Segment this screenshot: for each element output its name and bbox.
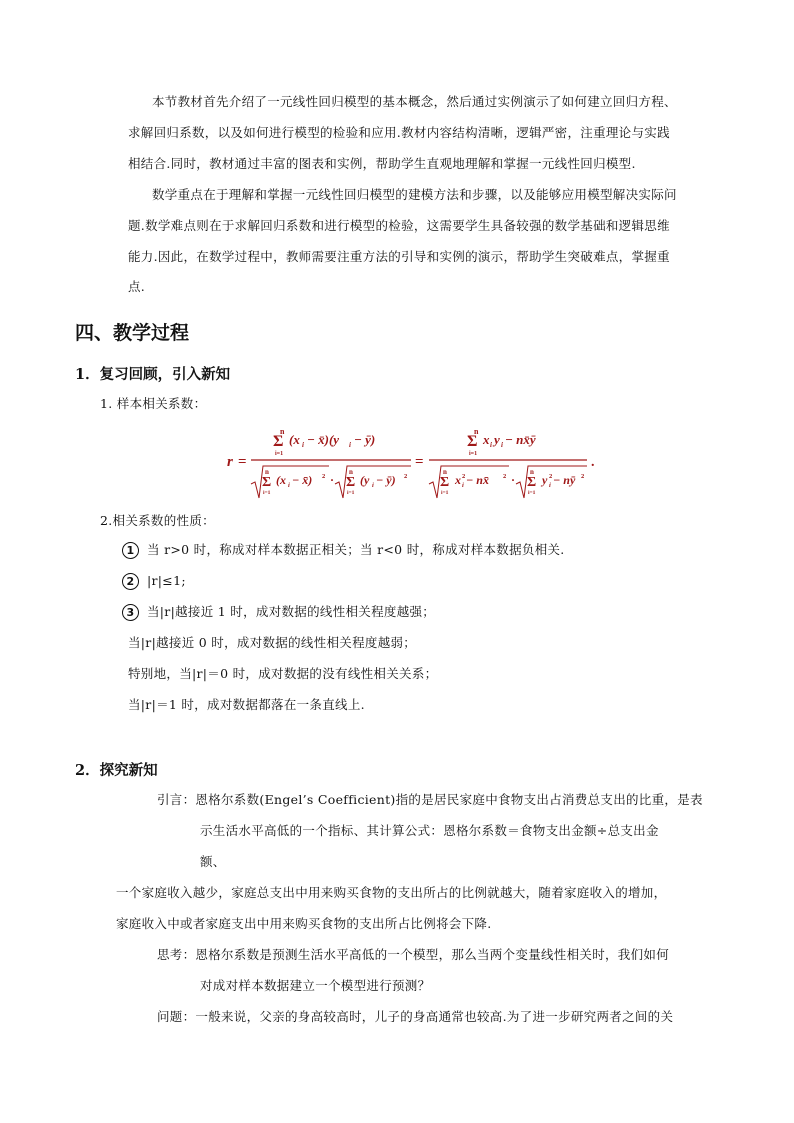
intro-p2-line4: 点. bbox=[128, 279, 146, 294]
num2-sub-b: i bbox=[501, 441, 503, 449]
den2-sigma: Σ bbox=[346, 475, 356, 490]
intro-p1-line1: 本节教材首先介绍了一元线性回归模型的基本概念，然后通过实例演示了如何建立回归方程、 bbox=[152, 94, 677, 109]
den4-sigma: Σ bbox=[527, 475, 537, 490]
den3-b: − nx̄ bbox=[466, 473, 489, 487]
num2-upper: n bbox=[474, 427, 479, 436]
den-dot2: · bbox=[511, 473, 516, 487]
den3-sub: i bbox=[462, 482, 464, 489]
num2-c: − nx̄ȳ bbox=[505, 432, 536, 447]
den4-sq2: 2 bbox=[581, 473, 585, 480]
den2-sub: i bbox=[372, 482, 374, 489]
den4-sub: i bbox=[549, 482, 551, 489]
prop-2-text: |r|≤1; bbox=[147, 573, 186, 588]
num2-lower: i=1 bbox=[469, 451, 478, 457]
num2-b: y bbox=[494, 432, 500, 447]
num1-c: − ȳ) bbox=[354, 432, 376, 447]
sub1-item2: 2.相关系数的性质： bbox=[100, 513, 215, 528]
prop-3 bbox=[122, 604, 435, 621]
formula-svg bbox=[225, 418, 605, 502]
num2-sigma: Σ bbox=[467, 433, 478, 450]
num1-sub-b: i bbox=[349, 441, 351, 449]
explain-line2: 家庭收入中或者家庭支出中用来购买食物的支出所占比例将会下降. bbox=[116, 916, 492, 931]
den3-sigma: Σ bbox=[440, 475, 450, 490]
den2-a: (y bbox=[360, 473, 370, 487]
question-line1: 问题：一般来说，父亲的身高较高时，儿子的身高通常也较高.为了进一步研究两者之间的关 bbox=[157, 1009, 674, 1024]
sub1-title: 1．复习回顾，引入新知 bbox=[75, 366, 231, 383]
prop-3c: 特别地，当|r|＝0 时，成对数据的没有线性相关关系； bbox=[128, 666, 438, 681]
den4-lower: i=1 bbox=[528, 490, 536, 496]
prop-1 bbox=[122, 542, 565, 559]
sub1-item1: 1. 样本相关系数： bbox=[100, 396, 207, 411]
den1-sub: i bbox=[288, 482, 290, 489]
den2-lower: i=1 bbox=[347, 490, 355, 496]
intro-p2-line1: 数学重点在于理解和掌握一元线性回归模型的建模方法和步骤，以及能够应用模型解决实际问 bbox=[152, 187, 677, 202]
num1-a: (x bbox=[289, 432, 300, 447]
formula-r: r bbox=[227, 454, 233, 470]
formula-period: . bbox=[591, 455, 595, 470]
den4-upper: n bbox=[530, 468, 534, 476]
num1-b: − x̄)(y bbox=[307, 432, 340, 447]
den2-sq: 2 bbox=[404, 473, 408, 480]
num1-sigma: Σ bbox=[273, 433, 284, 450]
den3-sq: 2 bbox=[462, 473, 466, 480]
formula-eq1: = bbox=[238, 454, 247, 470]
prop-1-text: 当 r>0 时，称成对样本数据正相关；当 r<0 时，称成对样本数据负相关. bbox=[147, 542, 565, 557]
num1-sub-a: i bbox=[302, 441, 304, 449]
prop-3d: 当|r|＝1 时，成对数据都落在一条直线上. bbox=[128, 697, 365, 712]
den1-upper: n bbox=[265, 468, 269, 476]
den2-upper: n bbox=[349, 468, 353, 476]
think-line2: 对成对样本数据建立一个模型进行预测？ bbox=[200, 978, 431, 993]
den3-a: x bbox=[455, 473, 461, 487]
prop-3b: 当|r|越接近 0 时，成对数据的线性相关程度越弱； bbox=[128, 635, 417, 650]
intro-quote-line2: 示生活水平高低的一个指标、其计算公式：恩格尔系数＝食物支出金额÷总支出金 bbox=[200, 823, 659, 838]
prop-3-text: 当|r|越接近 1 时，成对数据的线性相关程度越强； bbox=[147, 604, 436, 619]
sub2-title: 2．探究新知 bbox=[75, 762, 158, 779]
circled-1-icon: 1 bbox=[122, 542, 139, 559]
prop-2 bbox=[122, 573, 186, 590]
den1-sigma: Σ bbox=[262, 475, 272, 490]
intro-p2-line3: 能力.因此，在数学过程中，教师需要注重方法的引导和实例的演示，帮助学生突破难点，掌握重 bbox=[128, 249, 670, 264]
den-dot1: · bbox=[330, 473, 335, 487]
circled-2-icon: 2 bbox=[122, 573, 139, 590]
explain-line1: 一个家庭收入越少，家庭总支出中用来购买食物的支出所占的比例就越大，随着家庭收入的增加， bbox=[116, 885, 667, 900]
den1-lower: i=1 bbox=[263, 490, 271, 496]
den3-sq2: 2 bbox=[503, 473, 507, 480]
den1-sq: 2 bbox=[322, 473, 326, 480]
den3-lower: i=1 bbox=[441, 490, 449, 496]
section-title: 四、教学过程 bbox=[75, 322, 190, 344]
den1-a: (x bbox=[276, 473, 286, 487]
num1-upper: n bbox=[280, 427, 285, 436]
intro-quote-line3: 额、 bbox=[200, 854, 226, 869]
den4-b: − nȳ bbox=[553, 473, 576, 487]
think-line1: 思考：恩格尔系数是预测生活水平高低的一个模型，那么当两个变量线性相关时，我们如何 bbox=[157, 947, 670, 962]
den1-b: − x̄) bbox=[292, 473, 313, 487]
intro-p1-line3: 相结合.同时，教材通过丰富的图表和实例，帮助学生直观地理解和掌握一元线性回归模型. bbox=[128, 156, 636, 171]
formula-eq2: = bbox=[415, 454, 424, 470]
circled-3-icon: 3 bbox=[122, 604, 139, 621]
intro-quote-line1: 引言：恩格尔系数(Engel’s Coefficient)指的是居民家庭中食物支出占消费总支出的比重，是表 bbox=[157, 792, 703, 807]
den4-a: y bbox=[542, 473, 548, 487]
den3-upper: n bbox=[443, 468, 447, 476]
num2-sub-a: i bbox=[490, 441, 492, 449]
num1-lower: i=1 bbox=[275, 451, 284, 457]
correlation-formula bbox=[225, 418, 605, 502]
den2-b: − ȳ) bbox=[376, 473, 396, 487]
intro-p1-line2: 求解回归系数，以及如何进行模型的检验和应用.教材内容结构清晰，逻辑严密，注重理论与实践 bbox=[128, 125, 670, 140]
num2-a: x bbox=[483, 432, 490, 447]
den4-sq: 2 bbox=[549, 473, 553, 480]
intro-p2-line2: 题.数学难点则在于求解回归系数和进行模型的检验，这需要学生具备较强的数学基础和逻辑思维 bbox=[128, 218, 670, 233]
